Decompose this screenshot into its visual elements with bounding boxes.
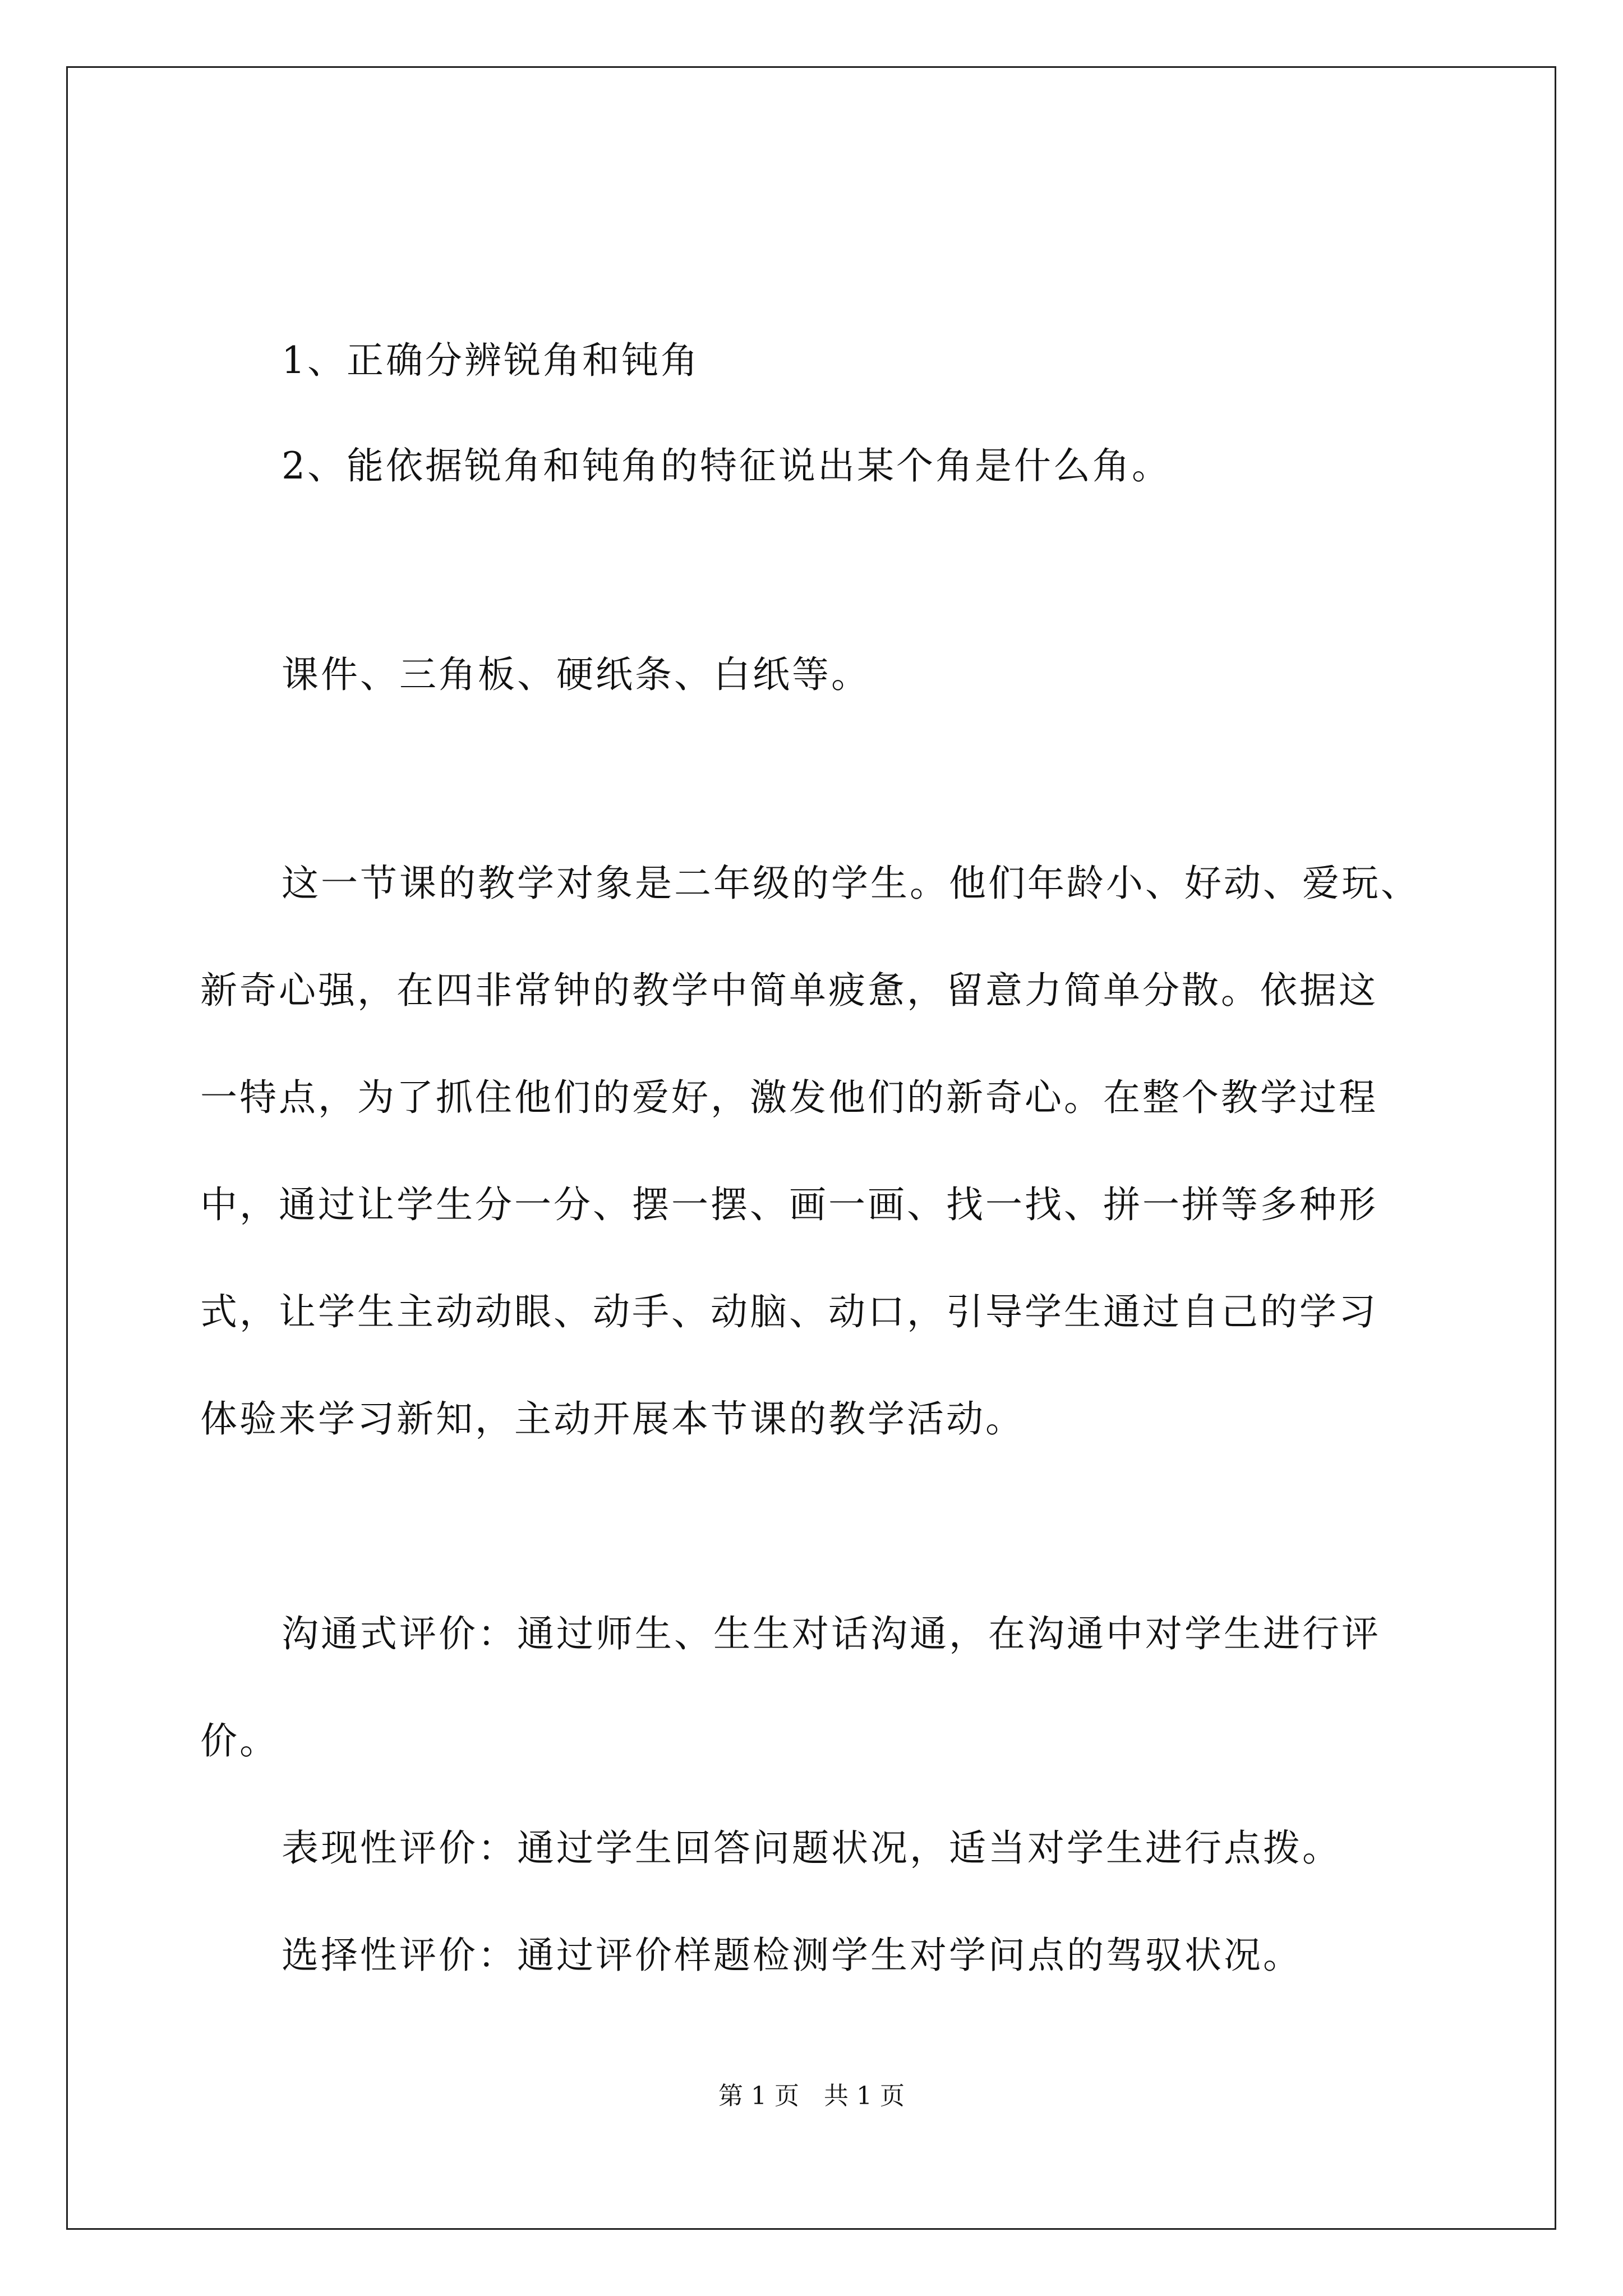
objective-line-1: 1、正确分辨锐角和钝角 (282, 339, 700, 382)
analysis-line-2: 新奇心强，在四非常钟的教学中简单疲惫，留意力简单分散。依据这 (200, 969, 1378, 1012)
evaluation-line-3: 表现性评价：通过学生回答问题状况，适当对学生进行点拨。 (282, 1826, 1341, 1870)
analysis-line-3: 一特点，为了抓住他们的爱好，激发他们的新奇心。在整个教学过程 (200, 1076, 1378, 1119)
evaluation-line-4: 选择性评价：通过评价样题检测学生对学问点的驾驭状况。 (282, 1934, 1302, 1977)
page-border (66, 66, 1556, 2230)
analysis-line-1: 这一节课的教学对象是二年级的学生。他们年龄小、好动、爱玩、 (282, 862, 1420, 905)
evaluation-line-1: 沟通式评价：通过师生、生生对话沟通，在沟通中对学生进行评 (282, 1612, 1381, 1655)
analysis-line-5: 式，让学生主动动眼、动手、动脑、动口，引导学生通过自己的学习 (200, 1290, 1378, 1333)
materials-line: 课件、三角板、硬纸条、白纸等。 (282, 653, 870, 696)
objective-line-2: 2、能依据锐角和钝角的特征说出某个角是什么角。 (282, 444, 1171, 487)
page-number-footer: 第 1 页 共 1 页 (718, 2082, 905, 2110)
analysis-line-4: 中，通过让学生分一分、摆一摆、画一画、找一找、拼一拼等多种形 (200, 1183, 1378, 1226)
analysis-line-6: 体验来学习新知，主动开展本节课的教学活动。 (200, 1397, 1025, 1441)
evaluation-line-2: 价。 (200, 1719, 279, 1763)
